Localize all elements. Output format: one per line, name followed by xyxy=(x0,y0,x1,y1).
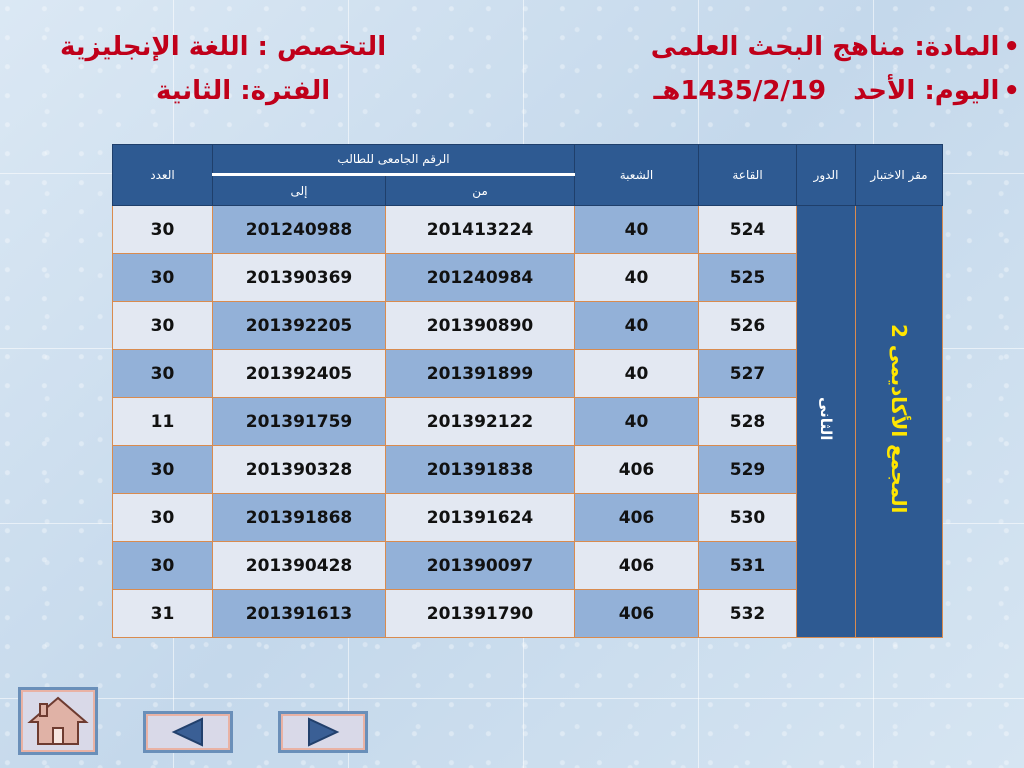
bullet: • xyxy=(1003,76,1020,106)
bullet: • xyxy=(1003,32,1020,62)
hall-cell: 528 xyxy=(699,398,797,446)
previous-button[interactable] xyxy=(143,711,233,753)
header-floor: الدور xyxy=(797,145,856,206)
from-id-cell: 201240984 xyxy=(386,254,575,302)
subject-text: المادة: مناهج البحث العلمى xyxy=(650,32,1000,62)
header-student-id: الرقم الجامعى للطالب xyxy=(213,145,575,175)
count-cell: 30 xyxy=(113,542,213,590)
exam-schedule-table xyxy=(112,144,943,638)
day-line xyxy=(654,76,1020,106)
location-value: المجمع الأكاديمى 2 xyxy=(887,324,911,514)
hijri-suffix: هـ xyxy=(653,76,681,106)
location-cell xyxy=(856,206,943,638)
section-cell: 40 xyxy=(575,350,699,398)
from-id-cell: 201391790 xyxy=(386,590,575,638)
hall-cell: 532 xyxy=(699,590,797,638)
hall-cell: 524 xyxy=(699,206,797,254)
from-id-cell: 201391624 xyxy=(386,494,575,542)
next-button[interactable] xyxy=(278,711,368,753)
section-cell: 406 xyxy=(575,446,699,494)
from-id-cell: 201391899 xyxy=(386,350,575,398)
section-cell: 40 xyxy=(575,254,699,302)
table-row xyxy=(113,206,943,254)
day-text: اليوم: الأحد xyxy=(853,76,1000,106)
header-hall: القاعة xyxy=(699,145,797,206)
date-text: 1435/2/19 xyxy=(680,76,827,106)
to-id-cell: 201390428 xyxy=(213,542,386,590)
from-id-cell: 201390890 xyxy=(386,302,575,350)
count-cell: 30 xyxy=(113,494,213,542)
to-id-cell: 201390369 xyxy=(213,254,386,302)
from-id-cell: 201413224 xyxy=(386,206,575,254)
section-cell: 40 xyxy=(575,302,699,350)
to-id-cell: 201391868 xyxy=(213,494,386,542)
count-cell: 31 xyxy=(113,590,213,638)
header-section: الشعبة xyxy=(575,145,699,206)
count-cell: 30 xyxy=(113,206,213,254)
to-id-cell: 201240988 xyxy=(213,206,386,254)
home-icon xyxy=(26,694,90,748)
header-count: العدد xyxy=(113,145,213,206)
home-button[interactable] xyxy=(18,687,98,755)
header-from: من xyxy=(386,175,575,206)
section-cell: 40 xyxy=(575,398,699,446)
section-cell: 406 xyxy=(575,590,699,638)
section-cell: 406 xyxy=(575,542,699,590)
floor-cell xyxy=(797,206,856,638)
hall-cell: 530 xyxy=(699,494,797,542)
triangle-left-icon xyxy=(168,717,208,747)
subject-line xyxy=(651,32,1020,62)
to-id-cell: 201392205 xyxy=(213,302,386,350)
hall-cell: 529 xyxy=(699,446,797,494)
from-id-cell: 201390097 xyxy=(386,542,575,590)
section-cell: 406 xyxy=(575,494,699,542)
count-cell: 30 xyxy=(113,350,213,398)
specialization-line: التخصص : اللغة الإنجليزية xyxy=(60,32,387,62)
hall-cell: 525 xyxy=(699,254,797,302)
header-location: مقر الاختبار xyxy=(856,145,943,206)
to-id-cell: 201391759 xyxy=(213,398,386,446)
triangle-right-icon xyxy=(303,717,343,747)
period-line: الفترة: الثانية xyxy=(156,76,331,106)
to-id-cell: 201391613 xyxy=(213,590,386,638)
count-cell: 30 xyxy=(113,446,213,494)
slide-header xyxy=(60,28,1020,118)
count-cell: 30 xyxy=(113,302,213,350)
hall-cell: 527 xyxy=(699,350,797,398)
section-cell: 40 xyxy=(575,206,699,254)
count-cell: 11 xyxy=(113,398,213,446)
hall-cell: 526 xyxy=(699,302,797,350)
from-id-cell: 201392122 xyxy=(386,398,575,446)
hall-cell: 531 xyxy=(699,542,797,590)
to-id-cell: 201390328 xyxy=(213,446,386,494)
count-cell: 30 xyxy=(113,254,213,302)
header-to: إلى xyxy=(213,175,386,206)
to-id-cell: 201392405 xyxy=(213,350,386,398)
floor-value: الثانى xyxy=(817,397,835,441)
table-body xyxy=(113,206,943,638)
from-id-cell: 201391838 xyxy=(386,446,575,494)
